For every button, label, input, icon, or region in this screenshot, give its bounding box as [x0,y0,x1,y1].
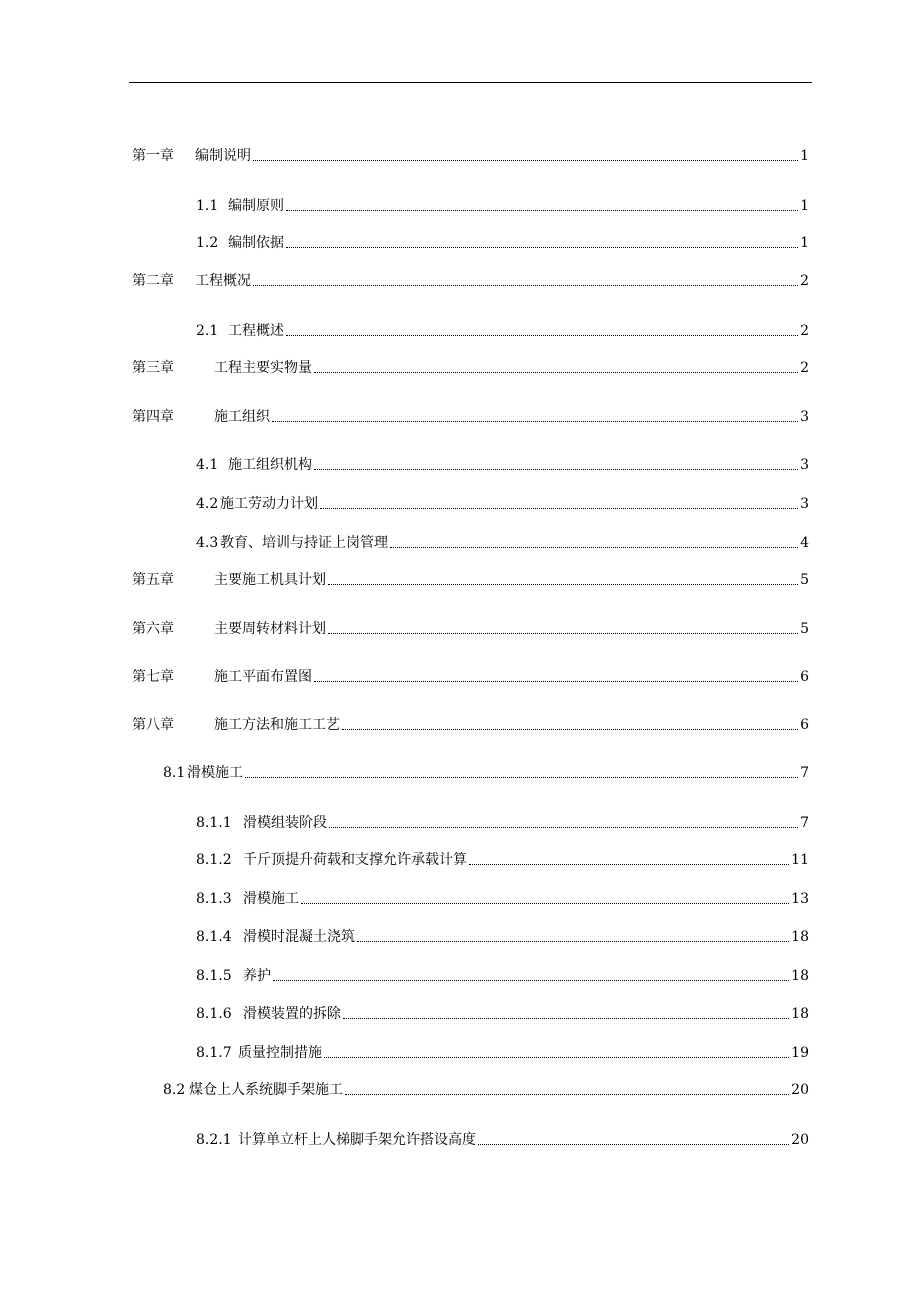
toc-title: 养护 [243,968,271,984]
toc-page-number: 13 [791,891,809,907]
toc-entry-4-3[interactable] [196,532,809,554]
toc-title: 千斤顶提升荷载和支撑允许承载计算 [243,852,467,868]
toc-number: 8.2.1 [196,1132,232,1148]
toc-leader [390,547,798,548]
toc-page-number: 3 [800,457,809,473]
toc-entry-chapter-1[interactable] [132,145,809,167]
toc-title: 编制依据 [228,235,284,251]
toc-number: 第七章 [132,669,174,685]
toc-page-number: 1 [800,148,809,164]
toc-title: 主要周转材料计划 [214,621,326,637]
toc-entry-chapter-4[interactable] [132,406,809,428]
toc-leader [245,777,798,778]
toc-number: 8.2 [163,1082,186,1098]
toc-number: 4.1 [196,457,219,473]
toc-number: 8.1.5 [196,968,232,984]
toc-leader [314,372,798,373]
toc-entry-chapter-2[interactable] [132,270,809,292]
toc-leader [272,421,798,422]
toc-title: 编制说明 [195,148,251,164]
toc-number: 第三章 [132,360,174,376]
toc-leader [343,1018,789,1019]
toc-page-number: 20 [791,1132,809,1148]
toc-entry-4-2[interactable] [196,493,809,515]
toc-page-number: 18 [791,1006,809,1022]
toc-number: 第六章 [132,621,174,637]
toc-leader [286,210,798,211]
toc-title: 滑模组装阶段 [243,815,327,831]
toc-page-number: 5 [800,621,809,637]
toc-leader [253,160,798,161]
toc-entry-2-1[interactable] [196,320,809,342]
toc-number: 1.2 [196,235,219,251]
toc-page-number: 6 [800,717,809,733]
toc-entry-8-1-2[interactable] [196,849,809,871]
toc-page-number: 2 [800,273,809,289]
toc-entry-4-1[interactable] [196,454,809,476]
toc-leader [301,903,789,904]
toc-title: 施工平面布置图 [214,669,312,685]
toc-page-number: 2 [800,360,809,376]
toc-leader [357,941,789,942]
toc-number: 第四章 [132,409,174,425]
toc-leader [342,729,798,730]
toc-page-number: 1 [800,198,809,214]
toc-entry-8-1-1[interactable] [196,812,809,834]
toc-number: 8.1.2 [196,852,232,868]
toc-page-number: 19 [791,1045,809,1061]
toc-title: 教育、培训与持证上岗管理 [220,535,388,551]
toc-leader [314,681,798,682]
toc-number: 2.1 [196,323,219,339]
toc-title: 施工劳动力计划 [220,496,318,512]
toc-entry-chapter-6[interactable] [132,618,809,640]
toc-title: 质量控制措施 [238,1045,322,1061]
toc-entry-8-1-6[interactable] [196,1003,809,1025]
toc-entry-8-1[interactable] [163,762,809,784]
toc-page-number: 1 [800,235,809,251]
toc-number: 4.3 [196,535,219,551]
toc-page-number: 18 [791,968,809,984]
toc-leader [286,335,798,336]
toc-page-number: 18 [791,929,809,945]
toc-page-number: 6 [800,669,809,685]
toc-leader [478,1144,789,1145]
toc-number: 第二章 [132,273,174,289]
toc-number: 1.1 [196,198,219,214]
toc-entry-1-1[interactable] [196,195,809,217]
toc-entry-chapter-3[interactable] [132,357,809,379]
toc-entry-8-1-3[interactable] [196,888,809,910]
toc-number: 第五章 [132,572,174,588]
toc-leader [324,1057,789,1058]
toc-title: 工程主要实物量 [214,360,312,376]
toc-leader [329,827,798,828]
toc-leader [328,584,798,585]
toc-title: 滑模施工 [243,891,299,907]
toc-title: 施工组织机构 [228,457,312,473]
toc-entry-8-2-1[interactable] [196,1129,809,1151]
toc-title: 计算单立杆上人梯脚手架允许搭设高度 [238,1132,476,1148]
toc-number: 4.2 [196,496,219,512]
toc-page-number: 4 [800,535,809,551]
toc-title: 滑模时混凝土浇筑 [243,929,355,945]
toc-title: 施工方法和施工工艺 [214,717,340,733]
toc-title: 滑模施工 [187,765,243,781]
toc-title: 滑模装置的拆除 [243,1006,341,1022]
toc-leader [469,864,789,865]
toc-leader [314,469,798,470]
toc-leader [320,508,798,509]
toc-number: 8.1.4 [196,929,232,945]
toc-number: 8.1.1 [196,815,232,831]
toc-page-number: 7 [800,765,809,781]
toc-page-number: 5 [800,572,809,588]
toc-page-number: 7 [800,815,809,831]
toc-page-number: 3 [800,496,809,512]
toc-leader [328,633,798,634]
toc-entry-8-1-7[interactable] [196,1042,809,1064]
toc-entry-chapter-7[interactable] [132,666,809,688]
toc-entry-8-1-4[interactable] [196,926,809,948]
toc-entry-1-2[interactable] [196,232,809,254]
toc-number: 8.1.6 [196,1006,232,1022]
toc-leader [286,247,798,248]
toc-page-number: 2 [800,323,809,339]
toc-leader [253,285,798,286]
toc-entry-chapter-8[interactable] [132,714,809,736]
toc-leader [273,980,789,981]
toc-entry-8-1-5[interactable] [196,965,809,987]
toc-page-number: 20 [791,1082,809,1098]
toc-title: 工程概况 [195,273,251,289]
toc-page-number: 3 [800,409,809,425]
toc-title: 施工组织 [214,409,270,425]
toc-entry-8-2[interactable] [163,1079,809,1101]
toc-title: 主要施工机具计划 [214,572,326,588]
toc-number: 8.1 [163,765,186,781]
toc-number: 8.1.7 [196,1045,232,1061]
toc-title: 煤仓上人系统脚手架施工 [189,1082,343,1098]
toc-number: 8.1.3 [196,891,232,907]
toc-title: 工程概述 [228,323,284,339]
toc-leader [345,1094,789,1095]
toc-title: 编制原则 [228,198,284,214]
toc-number: 第八章 [132,717,174,733]
toc-page-number: 11 [791,852,809,868]
toc-number: 第一章 [132,148,174,164]
toc-entry-chapter-5[interactable] [132,569,809,591]
